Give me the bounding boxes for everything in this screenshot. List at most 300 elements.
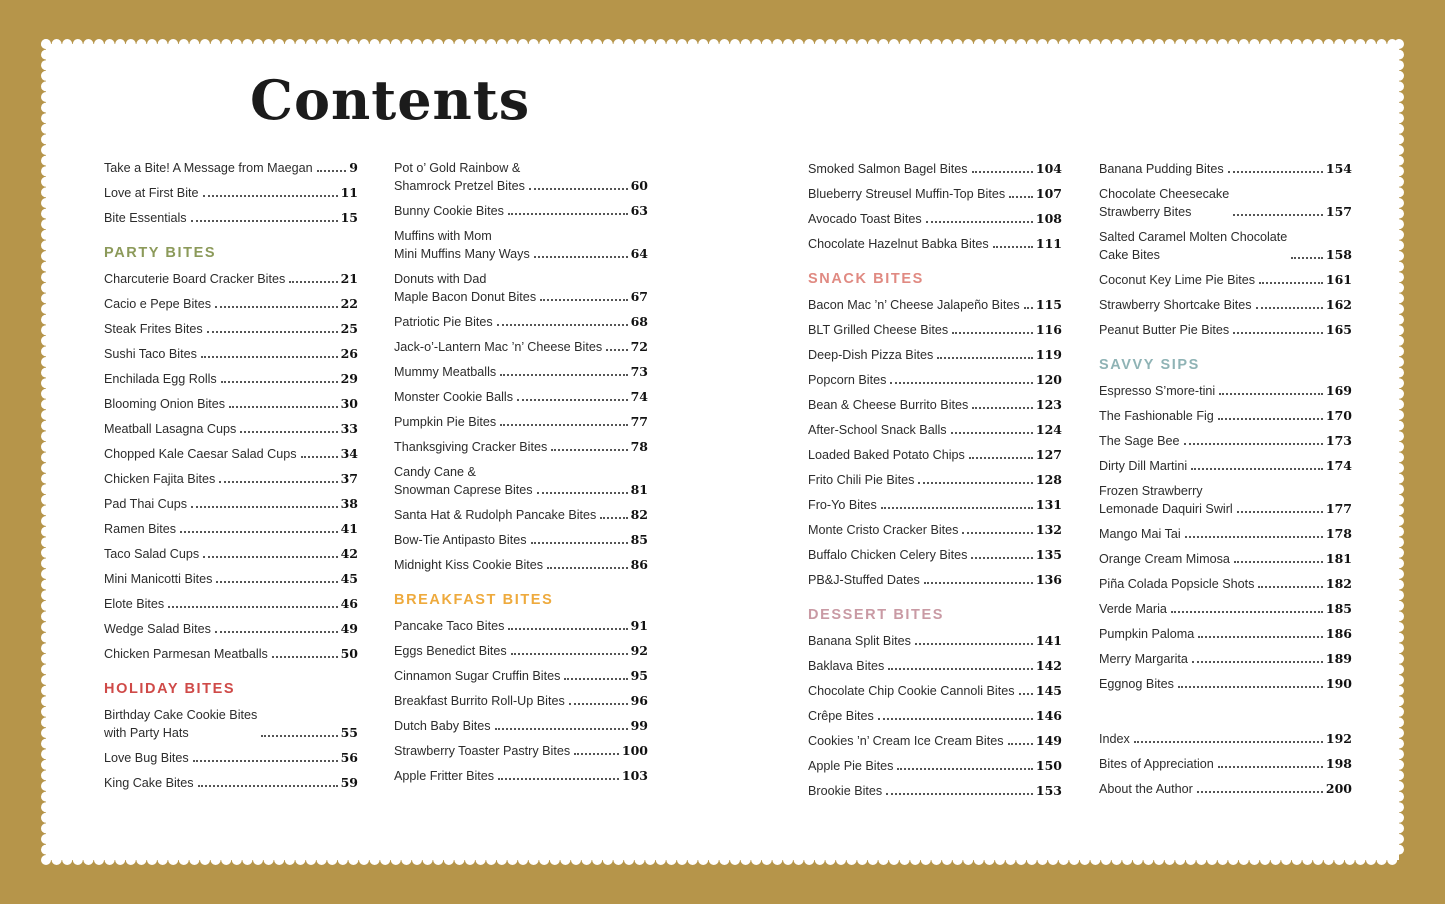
toc-page-number: 132	[1035, 522, 1062, 537]
toc-entry-title: Pancake Taco Bites	[394, 619, 505, 633]
toc-entry	[104, 520, 358, 538]
toc-entry	[394, 742, 648, 760]
toc-entry-title: Dutch Baby Bites	[394, 719, 491, 733]
dot-leader	[951, 432, 1033, 434]
toc-page-number: 64	[630, 246, 648, 261]
toc-entry-title: Blueberry Streusel Muffin-Top Bites	[808, 187, 1006, 201]
dot-leader	[915, 643, 1033, 645]
toc-page-number: 41	[340, 521, 358, 536]
toc-entry-title: Breakfast Burrito Roll-Up Bites	[394, 694, 565, 708]
toc-page-number: 25	[340, 321, 358, 336]
dot-leader	[203, 195, 338, 197]
toc-page-number: 82	[630, 507, 648, 522]
toc-entry-title: Verde Maria	[1099, 602, 1167, 616]
section-heading-sips: SAVVY SIPS	[1099, 357, 1200, 373]
toc-entry	[1099, 675, 1352, 693]
dot-leader	[972, 407, 1033, 409]
toc-page-number: 46	[340, 596, 358, 611]
toc-page-number: 29	[340, 371, 358, 386]
toc-page-number: 22	[340, 296, 358, 311]
dot-leader	[201, 356, 338, 358]
toc-page-number: 161	[1325, 272, 1352, 287]
toc-entry-title: Elote Bites	[104, 597, 165, 611]
dot-leader	[207, 331, 338, 333]
dot-leader	[547, 567, 628, 569]
toc-entry	[394, 463, 648, 499]
toc-entry-title: Blooming Onion Bites	[104, 397, 226, 411]
toc-entry-title: Popcorn Bites	[808, 373, 887, 387]
toc-entry-title: Pot o’ Gold Rainbow & Shamrock Pretzel Bites	[394, 161, 525, 193]
toc-page-number: 157	[1325, 204, 1352, 219]
contents-column-1	[104, 159, 358, 799]
toc-entry	[104, 570, 358, 588]
toc-page-number: 153	[1035, 783, 1062, 798]
dot-leader	[962, 532, 1032, 534]
toc-page-number: 107	[1035, 186, 1062, 201]
dot-leader	[600, 517, 627, 519]
toc-entry	[808, 632, 1062, 650]
dot-leader	[881, 507, 1033, 509]
toc-entry	[394, 667, 648, 685]
toc-entry-title: Chicken Parmesan Meatballs	[104, 647, 268, 661]
toc-page-number: 56	[340, 750, 358, 765]
toc-entry-title: Taco Salad Cups	[104, 547, 200, 561]
toc-page-number: 177	[1325, 501, 1352, 516]
toc-entry	[394, 767, 648, 785]
dot-leader	[574, 753, 619, 755]
toc-entry	[394, 338, 648, 356]
dot-leader	[890, 382, 1033, 384]
toc-entry	[1099, 650, 1352, 668]
toc-entry	[808, 296, 1062, 314]
toc-page-number: 136	[1035, 572, 1062, 587]
toc-entry	[808, 421, 1062, 439]
toc-entry	[1099, 780, 1352, 798]
dot-leader	[221, 381, 338, 383]
toc-entry	[394, 717, 648, 735]
toc-entry-title: Bite Essentials	[104, 211, 187, 225]
toc-entry-title: Strawberry Shortcake Bites	[1099, 298, 1252, 312]
dot-leader	[168, 606, 337, 608]
toc-page-number: 104	[1035, 161, 1062, 176]
toc-page-number: 21	[340, 271, 358, 286]
toc-entry	[104, 645, 358, 663]
toc-entry	[104, 595, 358, 613]
dot-leader	[918, 482, 1033, 484]
dot-leader	[517, 399, 628, 401]
toc-entry	[808, 757, 1062, 775]
toc-page-number: 33	[340, 421, 358, 436]
toc-entry	[1099, 575, 1352, 593]
dot-leader	[886, 793, 1033, 795]
toc-page-number: 128	[1035, 472, 1062, 487]
entry-group-snack	[808, 296, 1062, 589]
entry-group-intro	[104, 159, 358, 227]
dot-leader	[1258, 586, 1322, 588]
toc-page-number: 100	[621, 743, 648, 758]
toc-entry	[1099, 625, 1352, 643]
toc-page-number: 15	[340, 210, 358, 225]
toc-entry-title: Patriotic Pie Bites	[394, 315, 493, 329]
toc-entry-title: PB&J-Stuffed Dates	[808, 573, 920, 587]
toc-entry	[1099, 550, 1352, 568]
toc-entry	[394, 388, 648, 406]
toc-entry	[1099, 482, 1352, 518]
toc-page-number: 30	[340, 396, 358, 411]
toc-entry	[1099, 228, 1352, 264]
toc-entry-title: King Cake Bites	[104, 776, 194, 790]
toc-entry-title: Donuts with Dad Maple Bacon Donut Bites	[394, 272, 537, 304]
toc-entry-title: Strawberry Toaster Pastry Bites	[394, 744, 571, 758]
toc-entry	[808, 446, 1062, 464]
dot-leader	[1185, 536, 1323, 538]
dot-leader	[219, 481, 337, 483]
toc-entry	[394, 438, 648, 456]
toc-page-number: 192	[1325, 731, 1352, 746]
toc-entry-title: BLT Grilled Cheese Bites	[808, 323, 949, 337]
toc-entry-title: Bean & Cheese Burrito Bites	[808, 398, 969, 412]
dot-leader	[191, 506, 338, 508]
toc-page-number: 141	[1035, 633, 1062, 648]
toc-entry-title: Fro-Yo Bites	[808, 498, 877, 512]
toc-entry	[1099, 457, 1352, 475]
dot-leader	[215, 306, 337, 308]
dot-leader	[1256, 307, 1323, 309]
toc-page-number: 146	[1035, 708, 1062, 723]
toc-page-number: 116	[1035, 322, 1062, 337]
toc-entry-title: Buffalo Chicken Celery Bites	[808, 548, 968, 562]
toc-entry-title: Chopped Kale Caesar Salad Cups	[104, 447, 297, 461]
dot-leader	[534, 256, 628, 258]
contents-column-2	[394, 159, 648, 792]
toc-entry	[808, 521, 1062, 539]
toc-entry	[394, 642, 648, 660]
toc-page-number: 103	[621, 768, 648, 783]
dot-leader	[1218, 418, 1323, 420]
dot-leader	[1008, 743, 1033, 745]
dot-leader	[1198, 636, 1323, 638]
dot-leader	[193, 760, 338, 762]
toc-entry-title: Midnight Kiss Cookie Bites	[394, 558, 544, 572]
toc-entry	[808, 371, 1062, 389]
toc-page-number: 162	[1325, 297, 1352, 312]
dot-leader	[1291, 257, 1323, 259]
toc-entry-title: Cacio e Pepe Bites	[104, 297, 212, 311]
page-title: Contents	[250, 68, 531, 132]
section-heading-breakfast: BREAKFAST BITES	[394, 592, 554, 608]
toc-entry	[104, 209, 358, 227]
toc-entry	[394, 227, 648, 263]
toc-entry-title: Monster Cookie Balls	[394, 390, 513, 404]
toc-page-number: 149	[1035, 733, 1062, 748]
toc-entry-title: Brookie Bites	[808, 784, 883, 798]
entry-group-holiday-continued	[394, 159, 648, 574]
toc-page-number: 190	[1325, 676, 1352, 691]
toc-page-number: 68	[630, 314, 648, 329]
toc-entry	[394, 617, 648, 635]
toc-entry	[104, 395, 358, 413]
toc-entry-title: Love Bug Bites	[104, 751, 189, 765]
toc-entry-title: Pumpkin Pie Bites	[394, 415, 497, 429]
toc-page-number: 63	[630, 203, 648, 218]
dot-leader	[1228, 171, 1323, 173]
toc-entry-title: Bunny Cookie Bites	[394, 204, 504, 218]
toc-page-number: 42	[340, 546, 358, 561]
toc-entry	[104, 620, 358, 638]
toc-entry-title: Chocolate Hazelnut Babka Bites	[808, 237, 989, 251]
toc-page-number: 77	[630, 414, 648, 429]
toc-entry-title: Crêpe Bites	[808, 709, 874, 723]
dot-leader	[1191, 468, 1323, 470]
toc-page-number: 142	[1035, 658, 1062, 673]
toc-page-number: 45	[340, 571, 358, 586]
toc-entry	[808, 210, 1062, 228]
dot-leader	[301, 456, 338, 458]
dot-leader	[1233, 214, 1323, 216]
dot-leader	[261, 735, 337, 737]
dot-leader	[1171, 611, 1323, 613]
toc-page-number: 119	[1035, 347, 1062, 362]
toc-entry-title: Ramen Bites	[104, 522, 177, 536]
dot-leader	[1197, 791, 1323, 793]
toc-entry-title: Eggnog Bites	[1099, 677, 1174, 691]
toc-entry-title: Orange Cream Mimosa	[1099, 552, 1230, 566]
toc-page-number: 170	[1325, 408, 1352, 423]
toc-entry	[808, 682, 1062, 700]
toc-entry-title: After-School Snack Balls	[808, 423, 947, 437]
dot-leader	[1192, 661, 1323, 663]
toc-entry	[394, 531, 648, 549]
toc-page-number: 11	[340, 185, 358, 200]
toc-page-number: 154	[1325, 161, 1352, 176]
dot-leader	[495, 728, 628, 730]
toc-entry-title: Banana Split Bites	[808, 634, 911, 648]
dot-leader	[972, 171, 1033, 173]
dot-leader	[993, 246, 1033, 248]
toc-entry	[1099, 160, 1352, 178]
toc-entry	[394, 202, 648, 220]
toc-entry	[104, 420, 358, 438]
toc-entry	[1099, 730, 1352, 748]
dot-leader	[1237, 511, 1323, 513]
toc-entry	[104, 445, 358, 463]
toc-entry	[808, 235, 1062, 253]
toc-page-number: 60	[630, 178, 648, 193]
toc-entry-title: The Sage Bee	[1099, 434, 1180, 448]
dot-leader	[500, 424, 627, 426]
toc-entry-title: Apple Fritter Bites	[394, 769, 495, 783]
toc-entry	[1099, 185, 1352, 221]
toc-page-number: 150	[1035, 758, 1062, 773]
toc-page-number: 115	[1035, 297, 1062, 312]
toc-page-number: 55	[340, 725, 358, 740]
toc-page-number: 124	[1035, 422, 1062, 437]
toc-page-number: 127	[1035, 447, 1062, 462]
dot-leader	[888, 668, 1033, 670]
entry-group-dessert	[808, 632, 1062, 800]
dot-leader	[511, 653, 628, 655]
toc-entry	[104, 495, 358, 513]
dot-leader	[289, 281, 337, 283]
toc-page-number: 85	[630, 532, 648, 547]
toc-entry-title: Love at First Bite	[104, 186, 199, 200]
dot-leader	[1009, 196, 1033, 198]
toc-entry	[394, 270, 648, 306]
toc-entry-title: Chicken Fajita Bites	[104, 472, 216, 486]
toc-entry-title: Mango Mai Tai	[1099, 527, 1181, 541]
toc-page-number: 174	[1325, 458, 1352, 473]
toc-entry	[1099, 271, 1352, 289]
dot-leader	[215, 631, 338, 633]
toc-page-number: 182	[1325, 576, 1352, 591]
toc-entry-title: Meatball Lasagna Cups	[104, 422, 237, 436]
toc-entry-title: Frito Chili Pie Bites	[808, 473, 915, 487]
toc-entry-title: Salted Caramel Molten Chocolate Cake Bites	[1099, 230, 1288, 262]
toc-entry	[394, 506, 648, 524]
toc-entry-title: Loaded Baked Potato Chips	[808, 448, 965, 462]
toc-entry-title: Birthday Cake Cookie Bites with Party Hats	[104, 708, 258, 740]
entry-group-breakfast	[394, 617, 648, 785]
toc-entry	[104, 320, 358, 338]
toc-entry	[808, 346, 1062, 364]
dot-leader	[240, 431, 337, 433]
dot-leader	[529, 188, 628, 190]
toc-entry-title: Piña Colada Popsicle Shots	[1099, 577, 1255, 591]
toc-entry-title: Wedge Salad Bites	[104, 622, 211, 636]
toc-entry	[1099, 407, 1352, 425]
toc-entry-title: Steak Frites Bites	[104, 322, 203, 336]
toc-entry	[808, 732, 1062, 750]
dot-leader	[878, 718, 1033, 720]
entry-group-dessert-continued	[1099, 160, 1352, 339]
toc-page-number: 186	[1325, 626, 1352, 641]
toc-entry	[808, 321, 1062, 339]
toc-page-number: 123	[1035, 397, 1062, 412]
toc-entry-title: Mummy Meatballs	[394, 365, 497, 379]
dot-leader	[272, 656, 338, 658]
toc-page-number: 26	[340, 346, 358, 361]
toc-entry-title: Baklava Bites	[808, 659, 885, 673]
toc-entry-title: Dirty Dill Martini	[1099, 459, 1188, 473]
toc-entry-title: Espresso S’more-tini	[1099, 384, 1216, 398]
dot-leader	[1178, 686, 1323, 688]
dot-leader	[1218, 766, 1323, 768]
toc-entry	[1099, 600, 1352, 618]
dot-leader	[551, 449, 627, 451]
toc-entry-title: Merry Margarita	[1099, 652, 1188, 666]
toc-entry	[104, 774, 358, 792]
toc-page-number: 135	[1035, 547, 1062, 562]
toc-page-number: 99	[630, 718, 648, 733]
toc-page-number: 145	[1035, 683, 1062, 698]
dot-leader	[216, 581, 337, 583]
dot-leader	[191, 220, 338, 222]
toc-page-number: 59	[340, 775, 358, 790]
toc-entry-title: Cookies ’n’ Cream Ice Cream Bites	[808, 734, 1004, 748]
toc-page-number: 78	[630, 439, 648, 454]
dot-leader	[1234, 561, 1323, 563]
section-heading-holiday: HOLIDAY BITES	[104, 681, 236, 697]
toc-entry	[104, 545, 358, 563]
toc-entry-title: Santa Hat & Rudolph Pancake Bites	[394, 508, 597, 522]
toc-entry-title: Muffins with Mom Mini Muffins Many Ways	[394, 229, 530, 261]
toc-page-number: 86	[630, 557, 648, 572]
dot-leader	[952, 332, 1033, 334]
entry-group-breakfast-continued	[808, 160, 1062, 253]
dot-leader	[498, 778, 619, 780]
toc-page-number: 173	[1325, 433, 1352, 448]
dot-leader	[569, 703, 628, 705]
toc-entry	[1099, 382, 1352, 400]
toc-entry	[394, 556, 648, 574]
toc-page-number: 189	[1325, 651, 1352, 666]
toc-entry	[1099, 525, 1352, 543]
toc-entry	[808, 396, 1062, 414]
toc-page-number: 92	[630, 643, 648, 658]
toc-entry-title: Chocolate Chip Cookie Cannoli Bites	[808, 684, 1015, 698]
dot-leader	[1134, 741, 1323, 743]
toc-entry-title: The Fashionable Fig	[1099, 409, 1214, 423]
entry-group-back-matter	[1099, 730, 1352, 798]
toc-entry	[104, 345, 358, 363]
toc-entry-title: Apple Pie Bites	[808, 759, 894, 773]
toc-entry-title: Frozen Strawberry Lemonade Daquiri Swirl	[1099, 484, 1233, 516]
toc-entry	[394, 313, 648, 331]
dot-leader	[926, 221, 1033, 223]
toc-page-number: 131	[1035, 497, 1062, 512]
toc-page-number: 200	[1325, 781, 1352, 796]
toc-entry	[104, 370, 358, 388]
dot-leader	[564, 678, 627, 680]
toc-entry	[394, 363, 648, 381]
toc-entry	[394, 413, 648, 431]
toc-entry-title: Sushi Taco Bites	[104, 347, 197, 361]
toc-entry	[808, 707, 1062, 725]
toc-entry-title: Enchilada Egg Rolls	[104, 372, 217, 386]
dot-leader	[203, 556, 337, 558]
toc-page-number: 49	[340, 621, 358, 636]
toc-entry	[104, 749, 358, 767]
toc-entry	[808, 657, 1062, 675]
dot-leader	[924, 582, 1033, 584]
toc-page-number: 9	[349, 160, 358, 175]
toc-entry-title: Jack-o’-Lantern Mac ’n’ Cheese Bites	[394, 340, 603, 354]
dot-leader	[606, 349, 627, 351]
toc-entry	[104, 470, 358, 488]
toc-page-number: 34	[340, 446, 358, 461]
toc-entry-title: Peanut Butter Pie Bites	[1099, 323, 1230, 337]
dot-leader	[969, 457, 1033, 459]
toc-entry	[104, 159, 358, 177]
toc-entry-title: Banana Pudding Bites	[1099, 162, 1224, 176]
contents-column-3	[808, 160, 1062, 807]
toc-page-number: 67	[630, 289, 648, 304]
toc-page-number: 178	[1325, 526, 1352, 541]
toc-entry	[394, 159, 648, 195]
toc-entry-title: Avocado Toast Bites	[808, 212, 922, 226]
dot-leader	[531, 542, 628, 544]
toc-entry-title: About the Author	[1099, 782, 1193, 796]
toc-entry-title: Deep-Dish Pizza Bites	[808, 348, 934, 362]
toc-entry-title: Pad Thai Cups	[104, 497, 188, 511]
toc-page-number: 74	[630, 389, 648, 404]
dot-leader	[897, 768, 1032, 770]
entry-group-sips	[1099, 382, 1352, 693]
section-heading-party: PARTY BITES	[104, 245, 217, 261]
dot-leader	[1019, 693, 1033, 695]
toc-page-number: 37	[340, 471, 358, 486]
dot-leader	[537, 492, 628, 494]
